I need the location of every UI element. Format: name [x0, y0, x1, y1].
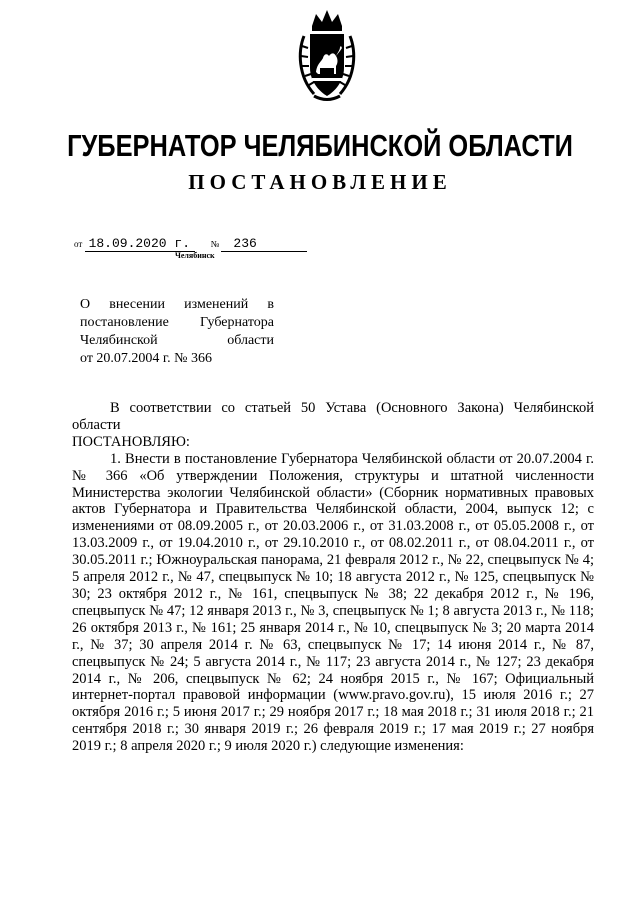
subject-line: О внесении изменений в [80, 297, 274, 312]
preamble-paragraph: В соответствии со статьей 50 Устава (Основного Закона) Челябинской области [72, 400, 594, 433]
item-1-paragraph: 1. Внести в постановление Губернатора Челябинской области от 20.07.2004 г. № 366 «Об утверждении Положения, структуры и штатной численности Министерства экологии Челябинской области» (Сборник нормативных правовых актов Губернатора и Правительства Челябинской области, 2004, выпуск 12; с изменениями от 08.09.2005 г., от 20.03.2006 г., от 31.03.2008 г., от 05.05.2008 г., от 13.03.2009 г., от 19.04.2010 г., от 29.10.2010 г., от 08.02.2011 г., от 08.04.2011 г., от 30.05.2011 г.; Южноуральская панорама, 21 февраля 2012 г., № 22, спецвыпуск № 4; 5 апреля 2012 г., № 47, спецвыпуск № 10; 18 августа 2012 г., № 125, спецвыпуск № 30; 23 октября 2012 г., № 161, спецвыпуск № 38; 22 декабря 2012 г., № 196, спецвыпуск № 47; 12 января 2013 г., № 3, спецвыпуск № 1; 8 августа 2013 г., № 118; 26 октября 2013 г., № 161; 25 января 2014 г., № 10, спецвыпуск № 3; 20 марта 2014 г., № 37; 30 апреля 2014 г. № 63, спецвыпуск № 17; 14 июня 2014 г., № 87, спецвыпуск № 24; 5 августа 2014 г., № 117; 23 августа 2014 г., № 127; 23 декабря 2014 г., № 206, спецвыпуск № 62; 24 ноября 2015 г., № 167; Официальный интернет-портал правовой информации (www.pravo.gov.ru), 15 июля 2016 г.; 27 октября 2016 г.; 5 июня 2017 г.; 29 ноября 2017 г.; 18 мая 2018 г.; 31 июля 2018 г.; 21 сентября 2018 г.; 30 января 2019 г.; 26 февраля 2019 г.; 17 мая 2019 г.; 27 ноября 2019 г.; 8 апреля 2020 г.; 9 июля 2020 г.) следующие изменения: [72, 450, 594, 755]
document-date: 18.09.2020 г. [85, 236, 195, 252]
coat-of-arms-icon [296, 6, 358, 104]
document-city: Челябинск [175, 251, 215, 260]
number-prefix: № [210, 239, 220, 249]
subject-line: от 20.07.2004 г. № 366 [80, 351, 212, 366]
document-body [72, 400, 594, 755]
date-prefix: от [74, 239, 83, 249]
document-meta [74, 236, 307, 252]
subject-line: постановление Губернатора [80, 315, 274, 330]
organization-title: ГУБЕРНАТОР ЧЕЛЯБИНСКОЙ ОБЛАСТИ [67, 128, 573, 163]
document-number: 236 [221, 236, 307, 252]
document-type-title: ПОСТАНОВЛЕНИЕ [188, 170, 452, 194]
decree-heading: ПОСТАНОВЛЯЮ: [72, 433, 190, 450]
subject-line: Челябинской области [80, 333, 274, 348]
document-subject [80, 296, 274, 368]
